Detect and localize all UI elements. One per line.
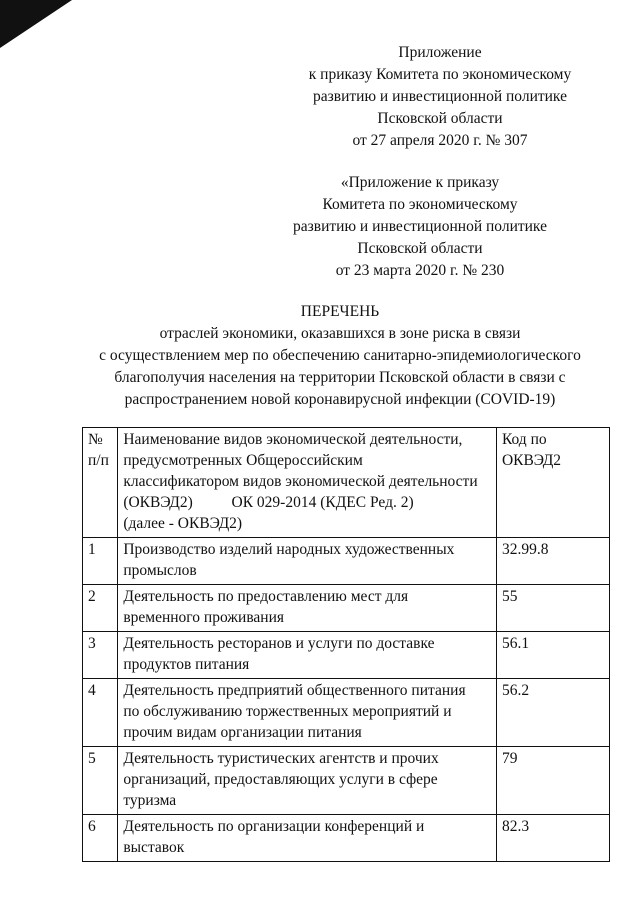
row-number: 3 xyxy=(83,632,118,679)
row-name-line: Производство изделий народных художественных xyxy=(123,541,455,558)
appendix-reference-line: Псковской области xyxy=(377,110,503,127)
row-name-line: Деятельность по организации конференций и xyxy=(123,818,425,835)
row-code: 79 xyxy=(496,747,609,815)
row-name-line: продуктов питания xyxy=(123,656,250,673)
row-name xyxy=(118,585,497,632)
row-number: 4 xyxy=(83,679,118,747)
header-number xyxy=(83,428,118,538)
quoted-appendix-line: Комитета по экономическому xyxy=(322,196,518,213)
header-code-line: Код по xyxy=(501,431,547,448)
row-code: 82.3 xyxy=(496,815,609,862)
document-subtitle xyxy=(60,323,620,411)
table-row xyxy=(83,815,610,862)
table-row xyxy=(83,538,610,585)
table-header-row xyxy=(83,428,610,538)
row-name xyxy=(118,538,497,585)
header-name-line: (далее - ОКВЭД2) xyxy=(123,515,243,532)
row-code: 56.1 xyxy=(496,632,609,679)
header-code xyxy=(496,428,609,538)
table-row xyxy=(83,632,610,679)
row-code: 56.2 xyxy=(496,679,609,747)
header-name-line: Наименование видов экономической деятельности, xyxy=(123,431,463,448)
header-name-line: предусмотренных Общероссийским xyxy=(123,452,363,469)
row-name-line: выставок xyxy=(123,839,185,856)
row-name xyxy=(118,815,497,862)
appendix-reference-line: развитию и инвестиционной политике xyxy=(313,88,567,105)
row-name-line: Деятельность предприятий общественного питания xyxy=(123,682,466,699)
document-subtitle-line: с осуществлением мер по обеспечению санитарно-эпидемиологического xyxy=(99,347,581,364)
row-name-line: временного проживания xyxy=(123,609,285,626)
header-name-line: (ОКВЭД2) ОК 029-2014 (КДЕС Ред. 2) xyxy=(123,494,414,511)
header-number-line: № xyxy=(88,431,103,448)
appendix-reference xyxy=(290,42,590,152)
row-name-line: Деятельность по предоставлению мест для xyxy=(123,588,409,605)
row-code: 32.99.8 xyxy=(496,538,609,585)
activities-table xyxy=(82,427,610,862)
table-row xyxy=(83,747,610,815)
header-name xyxy=(118,428,497,538)
header-code-line: ОКВЭД2 xyxy=(501,452,562,469)
appendix-reference-line: от 27 апреля 2020 г. № 307 xyxy=(352,132,528,149)
table-row xyxy=(83,585,610,632)
row-name-line: промыслов xyxy=(123,562,197,579)
row-name-line: Деятельность туристических агентств и прочих xyxy=(123,750,439,767)
document-subtitle-line: отраслей экономики, оказавшихся в зоне риска в связи xyxy=(159,325,521,342)
quoted-appendix-line: от 23 марта 2020 г. № 230 xyxy=(335,262,505,279)
quoted-appendix-line: развитию и инвестиционной политике xyxy=(293,218,547,235)
row-number: 6 xyxy=(83,815,118,862)
row-number: 5 xyxy=(83,747,118,815)
document-subtitle-line: распространением новой коронавирусной инфекции (COVID-19) xyxy=(124,391,556,408)
quoted-appendix-line: «Приложение к приказу xyxy=(340,174,500,191)
row-name-line: организаций, предоставляющих услуги в сфере xyxy=(123,771,438,788)
appendix-reference-line: Приложение xyxy=(398,44,482,61)
row-name-line: по обслуживанию торжественных мероприятий и xyxy=(123,703,452,720)
header-name-line: классификатором видов экономической деятельности xyxy=(123,473,478,490)
scan-corner-mark xyxy=(0,0,72,48)
row-code: 55 xyxy=(496,585,609,632)
document-subtitle-line: благополучия населения на территории Псковской области в связи с xyxy=(114,369,566,386)
row-name xyxy=(118,679,497,747)
quoted-appendix-line: Псковской области xyxy=(357,240,483,257)
document-title: ПЕРЕЧЕНЬ xyxy=(300,303,380,320)
row-number: 2 xyxy=(83,585,118,632)
row-name-line: прочим видам организации питания xyxy=(123,724,362,741)
table-row xyxy=(83,679,610,747)
row-number: 1 xyxy=(83,538,118,585)
row-name-line: туризма xyxy=(123,792,177,809)
row-name-line: Деятельность ресторанов и услуги по доставке xyxy=(123,635,435,652)
row-name xyxy=(118,632,497,679)
quoted-appendix-reference xyxy=(290,172,550,282)
row-name xyxy=(118,747,497,815)
appendix-reference-line: к приказу Комитета по экономическому xyxy=(308,66,572,83)
header-number-line: п/п xyxy=(88,452,109,469)
